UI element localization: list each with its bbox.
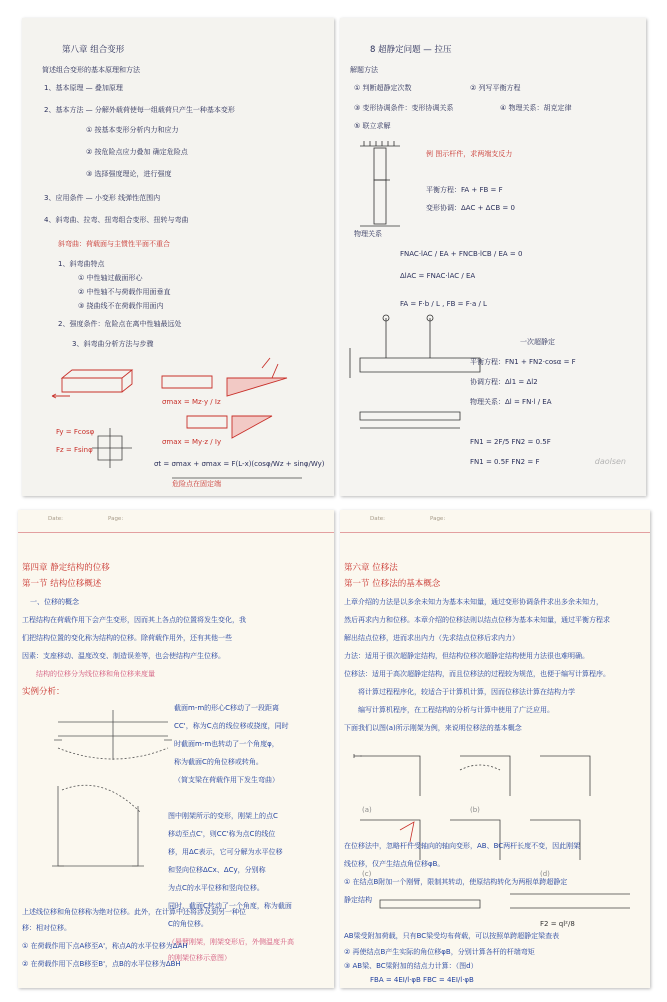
formula: FA = F·b / L , FB = F·a / L <box>400 300 487 308</box>
label: Fy = Fcosφ <box>56 428 95 436</box>
text-line: 工程结构在荷载作用下会产生变形，因而其上各点的位置将发生变化，我 <box>22 616 246 624</box>
subsection: 一、位移的概念 <box>30 598 79 606</box>
text-line: ③ 变形协调条件：变形协调关系 <box>354 104 454 112</box>
text-line-highlight: 斜弯曲：荷载面与主惯性平面不重合 <box>58 240 170 248</box>
formula: σmax = My·z / Iy <box>162 438 222 446</box>
text-line: ④ 物理关系：胡克定律 <box>500 104 572 112</box>
text-line: 下面我们以图(a)所示刚架为例，来说明位移法的基本概念 <box>344 724 522 732</box>
formula: FNAC·lAC / EA + FNCB·lCB / EA = 0 <box>400 250 523 258</box>
text-line: 位移法：适用于高次超静定结构，而且位移法的过程较为规范，也便于编写计算程序。 <box>344 670 610 678</box>
text-line: 们把结构位置的变化称为结构的位移。除荷载作用外，还有其他一些 <box>22 634 232 642</box>
formula: FBA = 4EI/l·φB FBC = 4EI/l·φB <box>370 976 474 984</box>
text-line: ② 再使结点B产生实际的角位移φB，分别计算各杆的杆端弯矩 <box>344 948 535 956</box>
text-line: 解出结点位移，进而求出内力（先求结点位移后求内力） <box>344 634 519 642</box>
text-line: 将计算过程程序化，较适合于计算机计算，因而位移法计算在结构力学 <box>358 688 575 696</box>
label: 危险点在固定端 <box>172 480 221 488</box>
formula: σmax = Mz·y / Iz <box>162 398 221 406</box>
text-line: ① 在结点B附加一个刚臂，限制其转动，使原结构转化为两根单跨超静定 <box>344 878 568 886</box>
bar-sketch-diagram <box>340 18 646 496</box>
text-line: 移动至点C'，则CC'称为点C的线位 <box>168 830 276 838</box>
text-line: ① 在荷载作用下点A移至A'，称点A的水平位移为ΔAH <box>22 942 188 950</box>
text-line: 编写计算机程序，在工程结构的分析与计算中使用了广泛应用。 <box>358 706 554 714</box>
text-line: 实例分析： <box>22 687 65 697</box>
text-line: 为点C的水平位移和竖向位移。 <box>168 884 264 892</box>
chapter-title: 第四章 静定结构的位移 <box>22 563 110 573</box>
text-line: 例 图示杆件，求两端支反力 <box>426 150 513 158</box>
beam-sketch-diagram <box>22 18 334 496</box>
notebook-page-structural-displacement <box>18 510 334 988</box>
text-line: 移，用ΔC表示，它可分解为水平位移 <box>168 848 283 856</box>
text-line: 4、斜弯曲、拉弯、扭弯组合变形、扭转与弯曲 <box>44 216 189 224</box>
text-line: ③ AB梁、BC梁附加的结点力计算：（图d） <box>344 962 478 970</box>
text-line: ② 中性轴不与荷载作用面垂直 <box>78 288 171 296</box>
text-line: 然后再求内力和位移。本章介绍的位移法则以结点位移为基本未知量，通过平衡方程求 <box>344 616 610 624</box>
notebook-page-statically-indeterminate <box>340 18 646 496</box>
text-line: 简述组合变形的基本原理和方法 <box>42 66 140 74</box>
header-page: Page: <box>430 516 446 522</box>
text-line: ① 判断超静定次数 <box>354 84 412 92</box>
text-line: 平衡方程：FA + FB = F <box>426 186 503 194</box>
text-line: ⑤ 联立求解 <box>354 122 391 130</box>
text-line: 3、斜弯曲分析方法与步骤 <box>72 340 154 348</box>
formula: ΔlAC = FNAC·lAC / EA <box>400 272 476 280</box>
page-title: 第八章 组合变形 <box>62 45 125 55</box>
text-line: 力法：适用于很次超静定结构，但结构位移次超静定结构使用力法很也难明确。 <box>344 652 589 660</box>
text-line: ① 按基本变形分析内力和应力 <box>86 126 179 134</box>
figure-label: (c) <box>362 870 372 878</box>
text-line: 在位移法中，忽略杆件受轴向的轴向变形，AB、BC两杆长度不变，因此刚架 <box>344 842 581 850</box>
frame-displacement-diagrams <box>340 510 650 988</box>
text-line: 因素：支座移动、温度改变、制造误差等，也会使结构产生位移。 <box>22 652 225 660</box>
text-line: 2、强度条件：危险点在离中性轴最远处 <box>58 320 182 328</box>
text-line: ① 中性轴过截面形心 <box>78 274 143 282</box>
text-line: 物理关系：Δl = FN·l / EA <box>470 398 552 406</box>
text-line: （简支梁在荷载作用下发生弯曲） <box>174 776 279 784</box>
text-line: 2、基本方法 — 分解外载荷使每一组载荷只产生一种基本变形 <box>44 106 235 114</box>
text-line: （悬臂刚架，刚架变形后，外侧温度升高 <box>168 938 294 946</box>
notebook-page-displacement-method <box>340 510 650 988</box>
section-title: 第一节 结构位移概述 <box>22 579 102 589</box>
text-line: CC'，称为C点的线位移或挠度，同时 <box>174 722 289 730</box>
formula: FN1 = 2F/5 FN2 = 0.5F <box>470 438 551 446</box>
text-line: 协调方程：Δl1 = Δl2 <box>470 378 538 386</box>
text-line: 一次超静定 <box>520 338 555 346</box>
notebook-page-combined-deformation <box>22 18 334 496</box>
formula: FN1 = 0.5F FN2 = F <box>470 458 540 466</box>
text-line: 时截面m-m也转动了一个角度φ， <box>174 740 279 748</box>
header-date: Date: <box>370 516 385 522</box>
text-line: 上章介绍的力法是以多余未知力为基本未知量，通过变形协调条件求出多余未知力， <box>344 598 603 606</box>
text-line: 截面m-m的形心C移动了一段距离 <box>174 704 280 712</box>
text-line: 移：相对位移。 <box>22 924 71 932</box>
text-line: 物理关系 <box>354 230 382 238</box>
text-line: ③ 挠曲线不在荷载作用面内 <box>78 302 164 310</box>
watermark: daolsen <box>594 457 626 466</box>
formula: F2 = ql²/8 <box>540 920 575 928</box>
formula: σt = σmax + σmax = F(L-x)(cosφ/Wz + sinφ/Wy) <box>154 460 325 468</box>
text-line: 称为截面C的角位移或转角。 <box>174 758 263 766</box>
text-line: 和竖向位移ΔCx、ΔCy，分别称 <box>168 866 266 874</box>
text-line: 上述线位移和角位移称为绝对位移。此外，在计算中还将涉及到另一种位 <box>22 908 246 916</box>
text-line: 1、斜弯曲特点 <box>58 260 105 268</box>
text-line: 解题方法 <box>350 66 378 74</box>
text-line: ③ 选择强度理论，进行强度 <box>86 170 172 178</box>
figure-label: (b) <box>470 806 480 814</box>
page-title: 8 超静定问题 — 拉压 <box>370 45 452 55</box>
text-line: 3、应用条件 — 小变形 线弹性范围内 <box>44 194 161 202</box>
text-line: ② 列写平衡方程 <box>470 84 521 92</box>
section-title: 第一节 位移法的基本概念 <box>344 579 441 589</box>
text-line: ② 按危险点应力叠加 确定危险点 <box>86 148 188 156</box>
text-line: 平衡方程：FN1 + FN2·cosα = F <box>470 358 576 366</box>
text-line: AB梁受附加荷载，只有BC梁受均布荷载，可以按照单跨超静定梁查表 <box>344 932 560 940</box>
figure-label: (a) <box>362 806 372 814</box>
text-line: 图中刚架所示的变形，刚架上的点C <box>168 812 278 820</box>
text-line: 静定结构 <box>344 896 372 904</box>
header-date: Date: <box>48 516 63 522</box>
text-line: C的角位移。 <box>168 920 208 928</box>
text-line: 线位移，仅产生结点角位移φB。 <box>344 860 445 868</box>
figure-label: (d) <box>540 870 550 878</box>
header-page: Page: <box>108 516 124 522</box>
text-line: 同时，截面C转动了一个角度，称为截面 <box>168 902 292 910</box>
text-line: ② 在荷载作用下点B移至B'，点B的水平位移为ΔBH <box>22 960 181 968</box>
label: Fz = Fsinφ <box>56 446 93 454</box>
text-line: 变形协调：ΔAC + ΔCB = 0 <box>426 204 515 212</box>
chapter-title: 第六章 位移法 <box>344 563 398 573</box>
text-line: 结构的位移分为线位移和角位移来度量 <box>36 670 155 678</box>
text-line: 的刚架位移示意图） <box>168 954 231 962</box>
text-line: 1、基本原理 — 叠加原理 <box>44 84 123 92</box>
